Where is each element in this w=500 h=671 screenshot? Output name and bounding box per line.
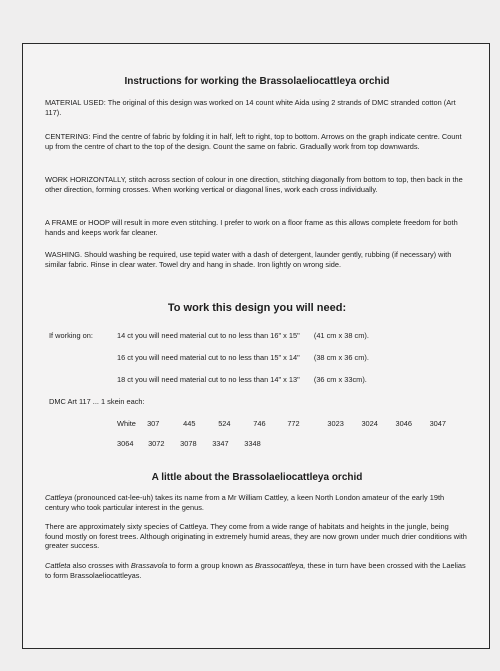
thread-code: 3064 [117,439,134,448]
about-p2-text: There are approximately sixty species of Cattleya. They come from a wide range of habitats and heights in the jungle, being found mostly on forest trees. Although originating in extremely humid areas, they are now grown under much drier conditions with greater success. [45,522,467,551]
requirement-metric: (38 cm x 36 cm). [313,353,369,362]
thread-code: 3047 [429,419,447,428]
thread-code: 772 [287,419,300,428]
about-heading: A little about the Brassolaeliocattleya orchid [151,472,363,483]
work-text: stitch across section of colour in one direction, stitching diagonally from bottom to top, then back in the other direction, forming crosses. When working vertical or diagonal lines, work each cross individually. [45,175,463,194]
about-cattleya-term: Cattleya [45,493,73,502]
centering-text: Find the centre of fabric by folding it in half, left to right, top to bottom. Arrows on the graph indicate centre. Count up from the centre of chart to the top of the design. Count the same on fabric. Gradually work from top downwards. [45,132,462,151]
paragraph-material [45,98,469,117]
material-label: MATERIAL USED: [45,98,106,107]
about-term: Cattleta [45,561,71,570]
about-p1-text: (pronounced cat-lee-uh) takes its name from a Mr William Cattley, a keen North London amateur of the early 19th century who took particular interest in the genus. [45,493,445,512]
thread-code: White [117,419,136,428]
washing-text: Should washing be required, use tepid water with a dash of detergent, launder gently, rubbing (if necessary) with similar fabric. Rinse in clear water. Towel dry and hang in shade. Iron lightly on wrong side. [45,250,452,269]
work-label: WORK HORIZONTALLY, [45,175,127,184]
washing-label: WASHING. [45,250,83,259]
about-paragraph-1 [45,493,469,512]
if-working-label: If working on: [49,331,93,340]
requirement-count: 16 ct you will need material cut to no less than 15" x 14" [117,353,300,362]
about-text: also crosses with [70,561,131,570]
thread-code: 524 [218,419,231,428]
thread-code: 3348 [244,439,261,448]
thread-code: 3046 [395,419,412,428]
thread-code: 3072 [148,439,165,448]
about-term: Brassocattleya, [254,561,306,570]
thread-list-row-2 [117,439,261,448]
dmc-skein-line: DMC Art 117 ... 1 skein each: [49,397,145,406]
requirement-row [117,331,369,340]
instruction-sheet [22,43,490,649]
thread-code: 3024 [361,419,378,428]
page-title: Instructions for working the Brassolaeliocattleya orchid [124,76,390,87]
thread-code: 746 [253,419,266,428]
about-paragraph-2 [45,522,469,551]
thread-list-row-1 [117,419,446,428]
thread-code: 3023 [327,419,344,428]
frame-text: will result in more even stitching. I prefer to work on a floor frame as this allows complete freedom for both hands and keeps work far cleaner. [45,218,458,237]
thread-code: 445 [183,419,196,428]
requirement-row [117,353,369,362]
paragraph-washing [45,250,469,269]
paragraph-centering [45,132,469,151]
requirements-heading: To work this design you will need: [167,302,347,314]
about-term: Brassavola [130,561,168,570]
paragraph-work-horizontally [45,175,469,194]
about-paragraph-3 [45,561,469,580]
requirement-metric: (41 cm x 38 cm). [313,331,369,340]
requirement-count: 14 ct you will need material cut to no less than 16" x 15" [117,331,300,340]
centering-label: CENTERING: [45,132,91,141]
thread-code: 307 [147,419,160,428]
about-text: these in turn have been crossed with the Laelias to form Brassolaeliocattleyas. [45,561,466,580]
requirement-row [117,375,367,384]
thread-code: 3347 [212,439,229,448]
requirement-metric: (36 cm x 33cm). [313,375,367,384]
paragraph-frame [45,218,469,237]
thread-code: 3078 [180,439,197,448]
material-text: The original of this design was worked on 14 count white Aida using 2 strands of DMC stranded cotton (Art 117). [45,98,456,117]
frame-label: A FRAME or HOOP [45,218,110,227]
about-text: to form a group known as [167,561,255,570]
requirement-count: 18 ct you will need material cut to no less than 14" x 13" [117,375,300,384]
